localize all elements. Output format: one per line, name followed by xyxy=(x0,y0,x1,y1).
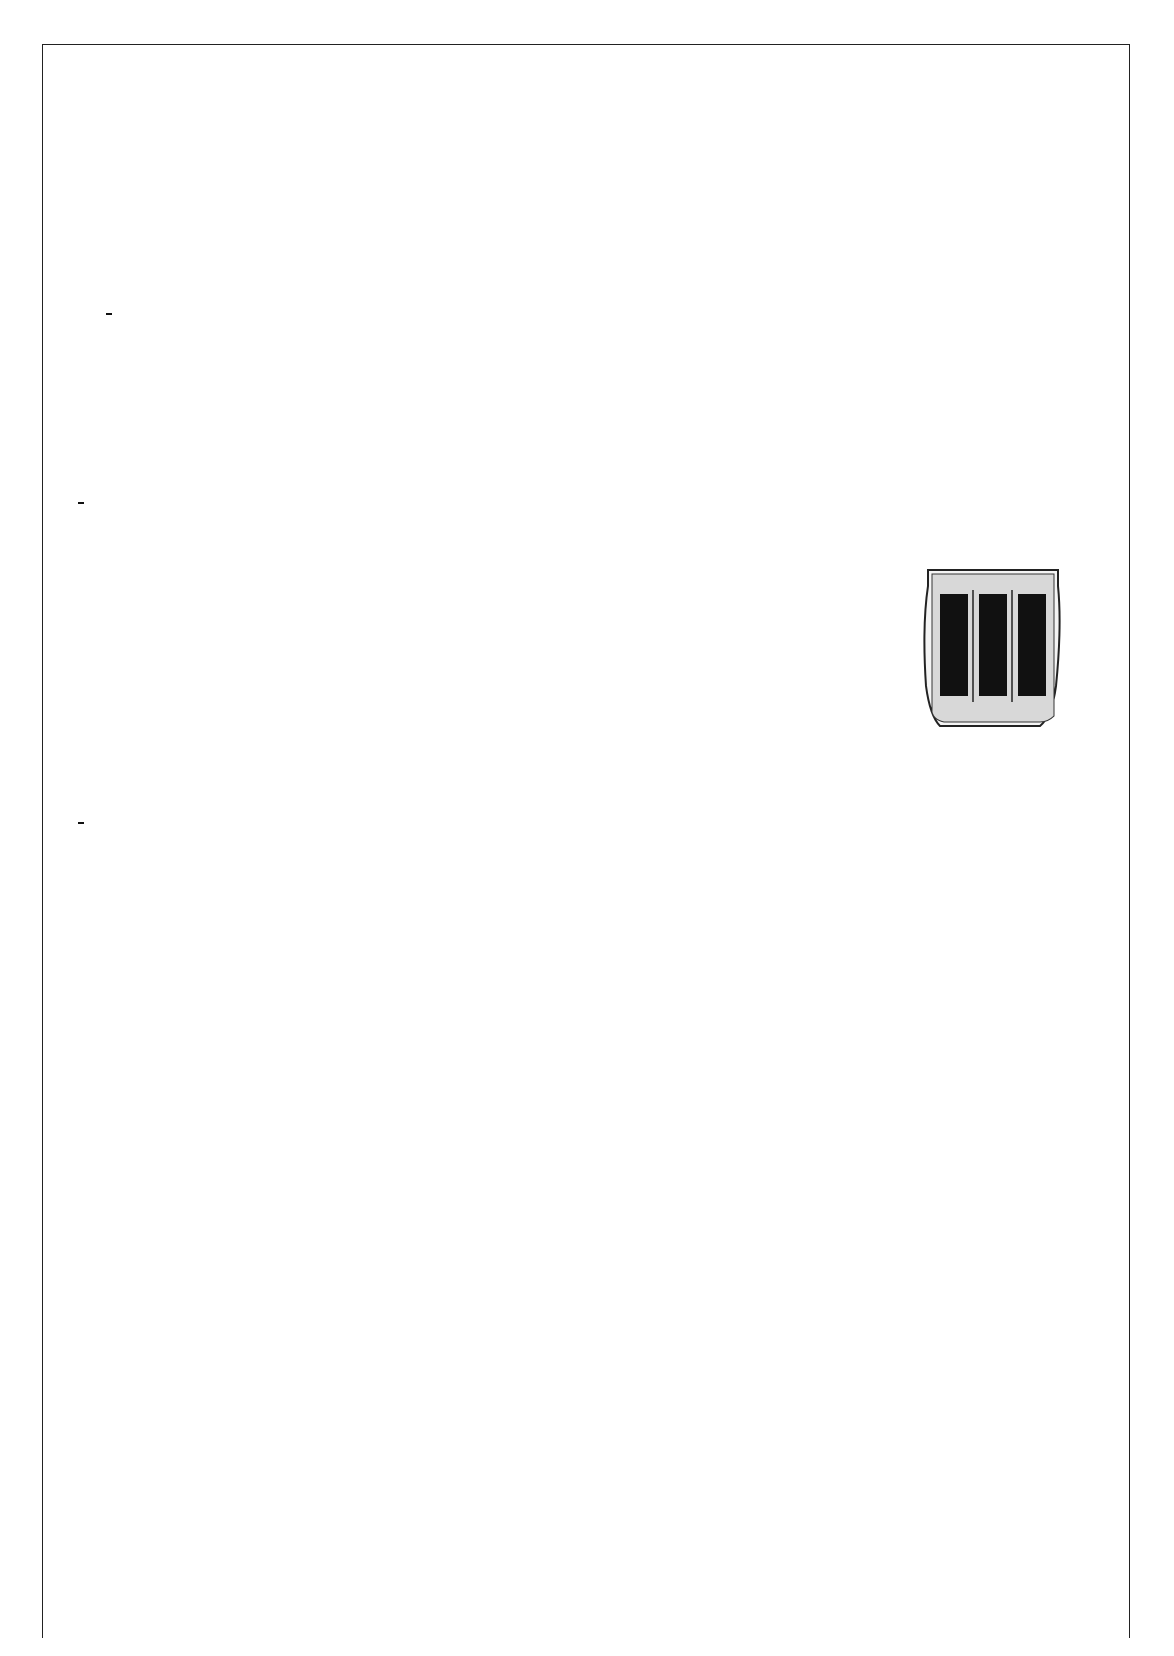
battery-body xyxy=(979,594,1007,696)
battery-cell-1 xyxy=(940,594,968,696)
battery-compartment-diagram xyxy=(922,566,1064,732)
battery-body xyxy=(940,594,968,696)
features-heading xyxy=(106,313,112,315)
battery-cell-2 xyxy=(979,594,1007,696)
battery-body xyxy=(1018,594,1046,696)
battery-cell-3 xyxy=(1018,594,1046,696)
operation-heading xyxy=(78,822,84,824)
page-border xyxy=(42,44,1130,1638)
batteries-heading xyxy=(78,502,84,504)
